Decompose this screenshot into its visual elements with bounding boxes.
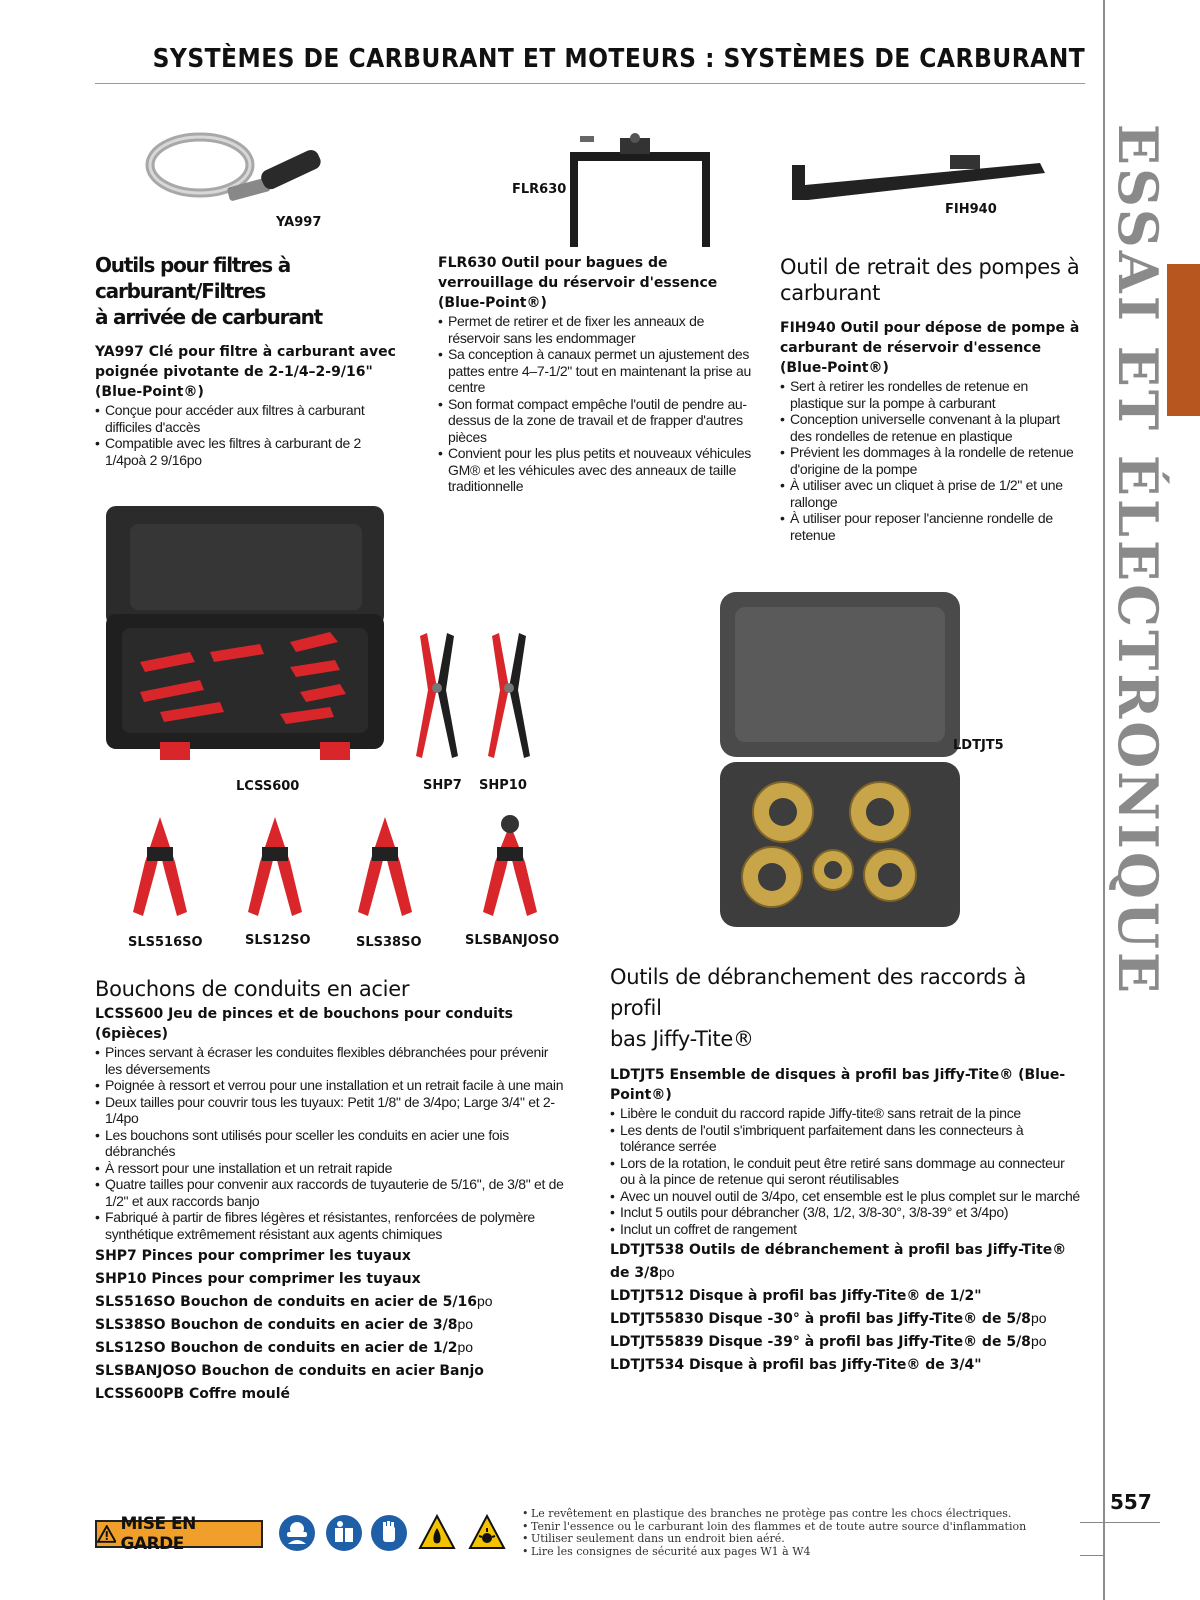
- flammable-icon: [418, 1514, 456, 1552]
- fih940-pump-removal-tool-image: [790, 145, 1050, 210]
- sls516so-plug-image: [125, 812, 195, 922]
- jiffy-heading-line1: Outils de débranchement des raccords à profil: [610, 965, 1027, 1020]
- page-header: [95, 44, 1085, 84]
- list-item: SLS38SO Bouchon de conduits en acier de 3/8po: [95, 1316, 474, 1333]
- shp10-pliers-image: [484, 628, 534, 763]
- side-rule: [1103, 0, 1105, 1600]
- list-item: • Lors de la rotation, le conduit peut être retiré sans dommage au connecteur ou à la pince de retenue qui seront réutilisables: [610, 1155, 1080, 1188]
- list-item: • Le revêtement en plastique des branches ne protège pas contre les chocs électriques.: [522, 1508, 1062, 1521]
- ldtjt5-product-title: LDTJT5 Ensemble de disques à profil bas Jiffy-Tite® (Blue-Point®): [610, 1067, 1066, 1103]
- list-item: • Compatible avec les filtres à carburant de 2 1/4poà 2 9/16po: [95, 435, 400, 468]
- list-item: SLS516SO Bouchon de conduits en acier de 5/16po: [95, 1293, 493, 1310]
- page-title: SYSTÈMES DE CARBURANT ET MOTEURS : SYSTÈMES DE CARBURANT: [152, 44, 1085, 74]
- list-item: • Quatre tailles pour convenir aux raccords de tuyauterie de 5/16", de 3/8" et de 1/2" et aux raccords banjo: [95, 1176, 565, 1209]
- plugs-heading: Bouchons de conduits en acier: [95, 977, 410, 1001]
- list-item: • Prévient les dommages à la rondelle de retenue d'origine de la pompe: [780, 444, 1080, 477]
- list-item: • À ressort pour une installation et un retrait rapide: [95, 1160, 565, 1177]
- page-number: 557: [1110, 1490, 1152, 1514]
- pump-removal-bullets: [780, 378, 1080, 543]
- warning-label: MISE EN GARDE: [120, 1514, 196, 1554]
- section-tab: [1167, 264, 1200, 416]
- list-item: SLSBANJOSO Bouchon de conduits en acier Banjo: [95, 1363, 484, 1379]
- section-side-title-text: ESSAI ET ÉLECTRONIQUE: [1106, 123, 1170, 997]
- sls516so-figure-label: SLS516SO: [128, 935, 203, 950]
- list-item: • Sa conception à canaux permet un ajustement des pattes entre 4–7-1/2" tout en maintenant la prise au centre: [438, 346, 756, 396]
- list-item: • À utiliser avec un cliquet à prise de 1/2" et une rallonge: [780, 477, 1080, 510]
- shp7-pliers-image: [412, 628, 462, 763]
- list-item: • Fabriqué à partir de fibres légères et résistantes, renforcées de polymère synthétique extrêmement résistant aux agents chimiques: [95, 1209, 565, 1242]
- page-number-rule: [1080, 1522, 1160, 1523]
- list-item: • Tenir l'essence ou le carburant loin des flammes et de toute autre source d'inflammation: [522, 1521, 1062, 1534]
- flr630-lock-ring-tool-image: [560, 130, 720, 250]
- list-item: LDTJT512 Disque à profil bas Jiffy-Tite® de 1/2": [610, 1288, 982, 1304]
- list-item: • Libère le conduit du raccord rapide Jiffy-tite® sans retrait de la pince: [610, 1105, 1080, 1122]
- list-item: • Deux tailles pour couvrir tous les tuyaux: Petit 1/8" de 3/4po; Large 3/4" et 2-1/4po: [95, 1094, 565, 1127]
- plugs-bullets: [95, 1044, 565, 1242]
- sls12so-plug-image: [240, 812, 310, 922]
- list-item: • Conçue pour accéder aux filtres à carburant difficiles d'accès: [95, 402, 400, 435]
- list-item: SHP7 Pinces pour comprimer les tuyaux: [95, 1248, 411, 1264]
- list-item: LCSS600PB Coffre moulé: [95, 1386, 290, 1402]
- plugs-items: [95, 1244, 565, 1405]
- list-item: • Poignée à ressort et verrou pour une installation et un retrait facile à une main: [95, 1077, 565, 1094]
- eye-protection-icon: [278, 1514, 316, 1552]
- list-item: LDTJT55839 Disque -39° à profil bas Jiffy-Tite® de 5/8po: [610, 1333, 1047, 1350]
- flr630-bullets: [438, 313, 756, 495]
- sls12so-figure-label: SLS12SO: [245, 933, 311, 948]
- list-item: • Permet de retirer et de fixer les anneaux de réservoir sans les endommager: [438, 313, 756, 346]
- list-item: SLS12SO Bouchon de conduits en acier de 1/2po: [95, 1339, 474, 1356]
- list-item: • Pinces servant à écraser les conduites flexibles débranchées pour prévenir les déversements: [95, 1044, 565, 1077]
- list-item: LDTJT538 Outils de débranchement à profil bas Jiffy-Tite® de 3/8po: [610, 1242, 1067, 1281]
- flr630-figure-label: FLR630: [512, 182, 567, 197]
- safety-notes: [522, 1508, 1062, 1558]
- sls38so-figure-label: SLS38SO: [356, 935, 422, 950]
- fuel-filter-section: [95, 252, 400, 468]
- ya997-product-title: YA997 Clé pour filtre à carburant avec poignée pivotante de 2-1/4–2-9/16" (Blue-Point®): [95, 344, 396, 400]
- jiffy-section: [610, 962, 1080, 1376]
- slsbanjoso-plug-image: [475, 812, 545, 922]
- flr630-section: [438, 253, 756, 495]
- jiffy-heading-line2: bas Jiffy-Tite®: [610, 1027, 754, 1051]
- shp7-figure-label: SHP7: [423, 778, 462, 793]
- slsbanjoso-figure-label: SLSBANJOSO: [465, 933, 560, 948]
- sls38so-plug-image: [350, 812, 420, 922]
- pump-removal-heading-line1: Outil de retrait des pompes à: [780, 255, 1080, 279]
- list-item: • Utiliser seulement dans un endroit bien aéré.: [522, 1533, 1062, 1546]
- ya997-filter-wrench-image: [140, 120, 330, 220]
- list-item: SHP10 Pinces pour comprimer les tuyaux: [95, 1271, 421, 1287]
- list-item: LDTJT534 Disque à profil bas Jiffy-Tite® de 3/4": [610, 1357, 982, 1373]
- fih940-product-title: FIH940 Outil pour dépose de pompe à carburant de réservoir d'essence (Blue-Point®): [780, 320, 1080, 376]
- list-item: LDTJT55830 Disque -30° à profil bas Jiffy-Tite® de 5/8po: [610, 1310, 1047, 1327]
- list-item: • Convient pour les plus petits et nouveaux véhicules GM® et les véhicules avec des anneaux de taille traditionnelle: [438, 445, 756, 495]
- warning-triangle-icon: [97, 1525, 116, 1543]
- plugs-section: [95, 976, 565, 1405]
- list-item: • Sert à retirer les rondelles de retenue en plastique sur la pompe à carburant: [780, 378, 1080, 411]
- lcss600-figure-label: LCSS600: [236, 779, 300, 794]
- section-side-title: [1106, 80, 1170, 1040]
- warning-banner: [95, 1514, 263, 1554]
- list-item: • Lire les consignes de sécurité aux pages W1 à W4: [522, 1546, 1062, 1559]
- list-item: • Inclut un coffret de rangement: [610, 1221, 1080, 1238]
- gloves-icon: [370, 1514, 408, 1552]
- explosive-icon: [468, 1514, 506, 1552]
- list-item: • Son format compact empêche l'outil de pendre au-dessus de la zone de travail et de frapper d'autres pièces: [438, 396, 756, 446]
- pump-removal-heading-line2: carburant: [780, 281, 881, 305]
- list-item: • Les bouchons sont utilisés pour sceller les conduits en acier une fois débranchés: [95, 1127, 565, 1160]
- fuel-filter-bullets: [95, 402, 400, 468]
- list-item: • Inclut 5 outils pour débrancher (3/8, 1/2, 3/8-30°, 3/8-39° et 3/4po): [610, 1204, 1080, 1221]
- read-manual-icon: [325, 1514, 363, 1552]
- footer-rule: [1080, 1555, 1104, 1556]
- flr630-product-title: FLR630 Outil pour bagues de verrouillage du réservoir d'essence (Blue-Point®): [438, 255, 718, 311]
- shp10-figure-label: SHP10: [479, 778, 527, 793]
- list-item: • Les dents de l'outil s'imbriquent parfaitement dans les connecteurs à tolérance serrée: [610, 1122, 1080, 1155]
- jiffy-items: [610, 1239, 1080, 1376]
- jiffy-bullets: [610, 1105, 1080, 1237]
- ldtjt5-case-image: [715, 587, 965, 932]
- list-item: • À utiliser pour reposer l'ancienne rondelle de retenue: [780, 510, 1080, 543]
- list-item: • Conception universelle convenant à la plupart des rondelles de retenue en plastique: [780, 411, 1080, 444]
- list-item: • Avec un nouvel outil de 3/4po, cet ensemble est le plus complet sur le marché: [610, 1188, 1080, 1205]
- fih940-figure-label: FIH940: [945, 202, 997, 217]
- lcss600-case-image: [100, 502, 390, 772]
- fuel-filter-heading-line1: Outils pour filtres à carburant/Filtres: [95, 253, 291, 303]
- fuel-filter-heading-line2: à arrivée de carburant: [95, 305, 323, 329]
- ldtjt5-figure-label: LDTJT5: [953, 738, 1004, 753]
- ya997-figure-label: YA997: [276, 215, 322, 230]
- lcss600-product-title: LCSS600 Jeu de pinces et de bouchons pour conduits (6pièces): [95, 1006, 514, 1042]
- pump-removal-section: [780, 254, 1080, 543]
